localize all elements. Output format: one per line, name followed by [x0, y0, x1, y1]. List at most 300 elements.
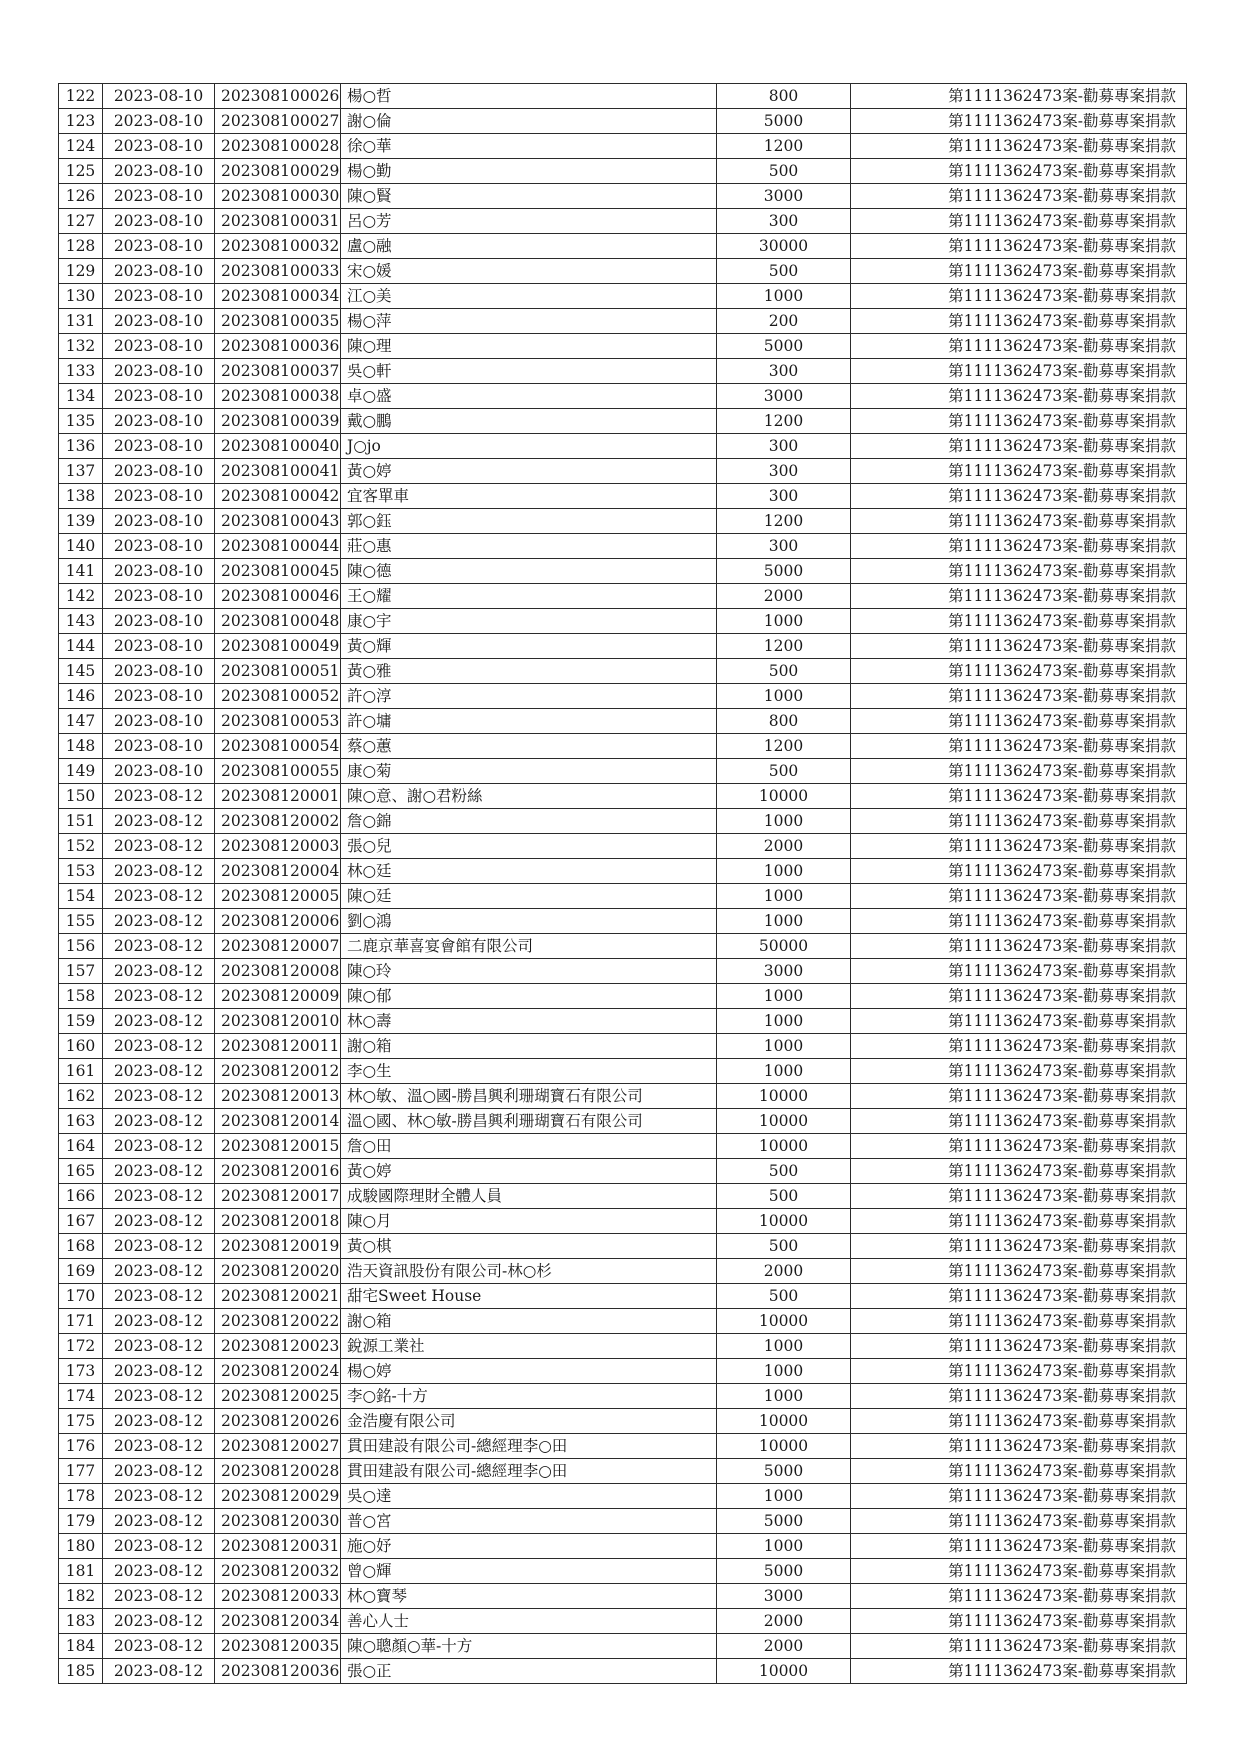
donation-table: [58, 83, 1187, 1684]
row-number-cell: 128: [59, 234, 103, 259]
purpose-cell: 第1111362473案-勸募專案捐款: [851, 1584, 1187, 1609]
table-row: [59, 759, 1187, 784]
receipt-id-cell: 202308100035: [215, 309, 341, 334]
table-row: [59, 834, 1187, 859]
table-row: [59, 1459, 1187, 1484]
amount-cell: 300: [717, 459, 851, 484]
donor-name-cell: 劉○鴻: [341, 909, 717, 934]
amount-cell: 500: [717, 259, 851, 284]
donation-date-cell: 2023-08-10: [103, 734, 215, 759]
amount-cell: 300: [717, 484, 851, 509]
donation-date-cell: 2023-08-10: [103, 459, 215, 484]
donor-name-cell: 許○淳: [341, 684, 717, 709]
row-number-cell: 130: [59, 284, 103, 309]
row-number-cell: 143: [59, 609, 103, 634]
table-row: [59, 1184, 1187, 1209]
donation-date-cell: 2023-08-12: [103, 1359, 215, 1384]
donor-name-cell: 蔡○蕙: [341, 734, 717, 759]
donor-name-cell: 陳○德: [341, 559, 717, 584]
receipt-id-cell: 202308120030: [215, 1509, 341, 1534]
purpose-cell: 第1111362473案-勸募專案捐款: [851, 1634, 1187, 1659]
table-row: [59, 109, 1187, 134]
row-number-cell: 179: [59, 1509, 103, 1534]
row-number-cell: 170: [59, 1284, 103, 1309]
receipt-id-cell: 202308100032: [215, 234, 341, 259]
receipt-id-cell: 202308120018: [215, 1209, 341, 1234]
donor-name-cell: 曾○輝: [341, 1559, 717, 1584]
table-row: [59, 1434, 1187, 1459]
donation-date-cell: 2023-08-12: [103, 884, 215, 909]
donor-name-cell: 王○耀: [341, 584, 717, 609]
amount-cell: 30000: [717, 234, 851, 259]
donor-name-cell: 康○宇: [341, 609, 717, 634]
donation-date-cell: 2023-08-10: [103, 634, 215, 659]
receipt-id-cell: 202308100031: [215, 209, 341, 234]
table-row: [59, 984, 1187, 1009]
table-row: [59, 559, 1187, 584]
table-row: [59, 209, 1187, 234]
donation-table-wrapper: [58, 83, 1186, 1684]
table-row: [59, 1084, 1187, 1109]
donor-name-cell: J○jo: [341, 434, 717, 459]
purpose-cell: 第1111362473案-勸募專案捐款: [851, 884, 1187, 909]
donor-name-cell: 楊○萍: [341, 309, 717, 334]
receipt-id-cell: 202308100043: [215, 509, 341, 534]
donor-name-cell: 盧○融: [341, 234, 717, 259]
donor-name-cell: 宜客單車: [341, 484, 717, 509]
amount-cell: 1000: [717, 909, 851, 934]
donation-date-cell: 2023-08-12: [103, 1434, 215, 1459]
row-number-cell: 141: [59, 559, 103, 584]
donation-date-cell: 2023-08-12: [103, 1609, 215, 1634]
table-row: [59, 634, 1187, 659]
row-number-cell: 123: [59, 109, 103, 134]
donation-date-cell: 2023-08-12: [103, 1459, 215, 1484]
row-number-cell: 155: [59, 909, 103, 934]
donor-name-cell: 林○寶琴: [341, 1584, 717, 1609]
table-row: [59, 934, 1187, 959]
donation-date-cell: 2023-08-12: [103, 1584, 215, 1609]
row-number-cell: 146: [59, 684, 103, 709]
row-number-cell: 169: [59, 1259, 103, 1284]
purpose-cell: 第1111362473案-勸募專案捐款: [851, 434, 1187, 459]
donor-name-cell: 李○生: [341, 1059, 717, 1084]
table-row: [59, 184, 1187, 209]
amount-cell: 1000: [717, 284, 851, 309]
receipt-id-cell: 202308120014: [215, 1109, 341, 1134]
row-number-cell: 151: [59, 809, 103, 834]
donation-date-cell: 2023-08-10: [103, 334, 215, 359]
receipt-id-cell: 202308100029: [215, 159, 341, 184]
purpose-cell: 第1111362473案-勸募專案捐款: [851, 659, 1187, 684]
purpose-cell: 第1111362473案-勸募專案捐款: [851, 1459, 1187, 1484]
row-number-cell: 154: [59, 884, 103, 909]
donor-name-cell: 二鹿京華喜宴會館有限公司: [341, 934, 717, 959]
amount-cell: 1000: [717, 884, 851, 909]
table-row: [59, 284, 1187, 309]
donor-name-cell: 甜宅Sweet House: [341, 1284, 717, 1309]
receipt-id-cell: 202308100028: [215, 134, 341, 159]
receipt-id-cell: 202308120026: [215, 1409, 341, 1434]
table-row: [59, 884, 1187, 909]
receipt-id-cell: 202308120034: [215, 1609, 341, 1634]
donor-name-cell: 莊○惠: [341, 534, 717, 559]
table-row: [59, 334, 1187, 359]
row-number-cell: 176: [59, 1434, 103, 1459]
amount-cell: 2000: [717, 1259, 851, 1284]
amount-cell: 800: [717, 709, 851, 734]
amount-cell: 1000: [717, 1484, 851, 1509]
table-row: [59, 259, 1187, 284]
amount-cell: 5000: [717, 1459, 851, 1484]
amount-cell: 1200: [717, 634, 851, 659]
purpose-cell: 第1111362473案-勸募專案捐款: [851, 834, 1187, 859]
donor-name-cell: 郭○鈺: [341, 509, 717, 534]
purpose-cell: 第1111362473案-勸募專案捐款: [851, 759, 1187, 784]
row-number-cell: 158: [59, 984, 103, 1009]
purpose-cell: 第1111362473案-勸募專案捐款: [851, 559, 1187, 584]
donor-name-cell: 黃○棋: [341, 1234, 717, 1259]
purpose-cell: 第1111362473案-勸募專案捐款: [851, 259, 1187, 284]
row-number-cell: 159: [59, 1009, 103, 1034]
donation-date-cell: 2023-08-10: [103, 559, 215, 584]
donor-name-cell: 林○敏、溫○國-勝昌興利珊瑚寶石有限公司: [341, 1084, 717, 1109]
donation-date-cell: 2023-08-12: [103, 1484, 215, 1509]
receipt-id-cell: 202308100051: [215, 659, 341, 684]
receipt-id-cell: 202308120016: [215, 1159, 341, 1184]
amount-cell: 1000: [717, 1034, 851, 1059]
table-row: [59, 1634, 1187, 1659]
purpose-cell: 第1111362473案-勸募專案捐款: [851, 359, 1187, 384]
receipt-id-cell: 202308120015: [215, 1134, 341, 1159]
donor-name-cell: 陳○玲: [341, 959, 717, 984]
purpose-cell: 第1111362473案-勸募專案捐款: [851, 1259, 1187, 1284]
purpose-cell: 第1111362473案-勸募專案捐款: [851, 509, 1187, 534]
donor-name-cell: 善心人士: [341, 1609, 717, 1634]
purpose-cell: 第1111362473案-勸募專案捐款: [851, 1234, 1187, 1259]
row-number-cell: 150: [59, 784, 103, 809]
receipt-id-cell: 202308100046: [215, 584, 341, 609]
table-row: [59, 1584, 1187, 1609]
table-row: [59, 659, 1187, 684]
purpose-cell: 第1111362473案-勸募專案捐款: [851, 584, 1187, 609]
row-number-cell: 125: [59, 159, 103, 184]
donor-name-cell: 謝○倫: [341, 109, 717, 134]
table-row: [59, 159, 1187, 184]
row-number-cell: 174: [59, 1384, 103, 1409]
purpose-cell: 第1111362473案-勸募專案捐款: [851, 459, 1187, 484]
row-number-cell: 136: [59, 434, 103, 459]
amount-cell: 5000: [717, 559, 851, 584]
purpose-cell: 第1111362473案-勸募專案捐款: [851, 109, 1187, 134]
amount-cell: 1000: [717, 609, 851, 634]
donor-name-cell: 宋○媛: [341, 259, 717, 284]
purpose-cell: 第1111362473案-勸募專案捐款: [851, 1484, 1187, 1509]
receipt-id-cell: 202308120013: [215, 1084, 341, 1109]
donation-date-cell: 2023-08-10: [103, 109, 215, 134]
row-number-cell: 175: [59, 1409, 103, 1434]
table-row: [59, 459, 1187, 484]
donation-date-cell: 2023-08-10: [103, 584, 215, 609]
donor-name-cell: 陳○郁: [341, 984, 717, 1009]
row-number-cell: 161: [59, 1059, 103, 1084]
purpose-cell: 第1111362473案-勸募專案捐款: [851, 784, 1187, 809]
table-row: [59, 584, 1187, 609]
row-number-cell: 163: [59, 1109, 103, 1134]
donation-date-cell: 2023-08-12: [103, 1059, 215, 1084]
table-row: [59, 409, 1187, 434]
row-number-cell: 142: [59, 584, 103, 609]
donor-name-cell: 吳○達: [341, 1484, 717, 1509]
donation-date-cell: 2023-08-10: [103, 284, 215, 309]
row-number-cell: 126: [59, 184, 103, 209]
purpose-cell: 第1111362473案-勸募專案捐款: [851, 1184, 1187, 1209]
row-number-cell: 172: [59, 1334, 103, 1359]
donation-date-cell: 2023-08-12: [103, 959, 215, 984]
donation-date-cell: 2023-08-12: [103, 859, 215, 884]
donor-name-cell: 李○銘-十方: [341, 1384, 717, 1409]
donation-date-cell: 2023-08-10: [103, 659, 215, 684]
receipt-id-cell: 202308100027: [215, 109, 341, 134]
receipt-id-cell: 202308120005: [215, 884, 341, 909]
row-number-cell: 147: [59, 709, 103, 734]
donor-name-cell: 戴○鵬: [341, 409, 717, 434]
row-number-cell: 181: [59, 1559, 103, 1584]
purpose-cell: 第1111362473案-勸募專案捐款: [851, 409, 1187, 434]
receipt-id-cell: 202308100053: [215, 709, 341, 734]
receipt-id-cell: 202308100055: [215, 759, 341, 784]
purpose-cell: 第1111362473案-勸募專案捐款: [851, 1284, 1187, 1309]
donor-name-cell: 成駿國際理財全體人員: [341, 1184, 717, 1209]
row-number-cell: 144: [59, 634, 103, 659]
purpose-cell: 第1111362473案-勸募專案捐款: [851, 184, 1187, 209]
purpose-cell: 第1111362473案-勸募專案捐款: [851, 234, 1187, 259]
table-row: [59, 1109, 1187, 1134]
receipt-id-cell: 202308120017: [215, 1184, 341, 1209]
donation-date-cell: 2023-08-10: [103, 234, 215, 259]
donor-name-cell: 黃○婷: [341, 1159, 717, 1184]
purpose-cell: 第1111362473案-勸募專案捐款: [851, 909, 1187, 934]
donation-date-cell: 2023-08-12: [103, 1159, 215, 1184]
receipt-id-cell: 202308100044: [215, 534, 341, 559]
donor-name-cell: 銳源工業社: [341, 1334, 717, 1359]
donation-date-cell: 2023-08-12: [103, 1109, 215, 1134]
purpose-cell: 第1111362473案-勸募專案捐款: [851, 1109, 1187, 1134]
donor-name-cell: 康○菊: [341, 759, 717, 784]
purpose-cell: 第1111362473案-勸募專案捐款: [851, 484, 1187, 509]
donation-date-cell: 2023-08-10: [103, 259, 215, 284]
table-row: [59, 1409, 1187, 1434]
table-row: [59, 1259, 1187, 1284]
amount-cell: 2000: [717, 834, 851, 859]
amount-cell: 300: [717, 534, 851, 559]
donation-date-cell: 2023-08-12: [103, 1259, 215, 1284]
amount-cell: 1000: [717, 859, 851, 884]
receipt-id-cell: 202308120031: [215, 1534, 341, 1559]
receipt-id-cell: 202308100039: [215, 409, 341, 434]
amount-cell: 10000: [717, 1434, 851, 1459]
donor-name-cell: 陳○月: [341, 1209, 717, 1234]
purpose-cell: 第1111362473案-勸募專案捐款: [851, 1534, 1187, 1559]
amount-cell: 1000: [717, 1359, 851, 1384]
receipt-id-cell: 202308100037: [215, 359, 341, 384]
receipt-id-cell: 202308100049: [215, 634, 341, 659]
donor-name-cell: 林○壽: [341, 1009, 717, 1034]
table-row: [59, 1209, 1187, 1234]
receipt-id-cell: 202308120027: [215, 1434, 341, 1459]
row-number-cell: 185: [59, 1659, 103, 1684]
donor-name-cell: 陳○理: [341, 334, 717, 359]
amount-cell: 1200: [717, 734, 851, 759]
purpose-cell: 第1111362473案-勸募專案捐款: [851, 859, 1187, 884]
row-number-cell: 134: [59, 384, 103, 409]
purpose-cell: 第1111362473案-勸募專案捐款: [851, 1659, 1187, 1684]
row-number-cell: 162: [59, 1084, 103, 1109]
table-row: [59, 609, 1187, 634]
amount-cell: 5000: [717, 109, 851, 134]
row-number-cell: 139: [59, 509, 103, 534]
table-row: [59, 234, 1187, 259]
purpose-cell: 第1111362473案-勸募專案捐款: [851, 1209, 1187, 1234]
amount-cell: 300: [717, 209, 851, 234]
purpose-cell: 第1111362473案-勸募專案捐款: [851, 684, 1187, 709]
table-row: [59, 1034, 1187, 1059]
donation-date-cell: 2023-08-12: [103, 1509, 215, 1534]
amount-cell: 10000: [717, 1409, 851, 1434]
purpose-cell: 第1111362473案-勸募專案捐款: [851, 1059, 1187, 1084]
amount-cell: 10000: [717, 1209, 851, 1234]
amount-cell: 50000: [717, 934, 851, 959]
receipt-id-cell: 202308120011: [215, 1034, 341, 1059]
purpose-cell: 第1111362473案-勸募專案捐款: [851, 309, 1187, 334]
receipt-id-cell: 202308120033: [215, 1584, 341, 1609]
donor-name-cell: 貫田建設有限公司-總經理李○田: [341, 1434, 717, 1459]
table-row: [59, 859, 1187, 884]
receipt-id-cell: 202308100048: [215, 609, 341, 634]
donation-date-cell: 2023-08-12: [103, 1134, 215, 1159]
table-row: [59, 1059, 1187, 1084]
donation-date-cell: 2023-08-10: [103, 409, 215, 434]
amount-cell: 3000: [717, 184, 851, 209]
receipt-id-cell: 202308120004: [215, 859, 341, 884]
purpose-cell: 第1111362473案-勸募專案捐款: [851, 84, 1187, 109]
donation-date-cell: 2023-08-10: [103, 359, 215, 384]
table-row: [59, 1559, 1187, 1584]
amount-cell: 10000: [717, 1659, 851, 1684]
purpose-cell: 第1111362473案-勸募專案捐款: [851, 609, 1187, 634]
receipt-id-cell: 202308100030: [215, 184, 341, 209]
donation-date-cell: 2023-08-10: [103, 134, 215, 159]
row-number-cell: 124: [59, 134, 103, 159]
donation-date-cell: 2023-08-10: [103, 709, 215, 734]
donation-date-cell: 2023-08-10: [103, 209, 215, 234]
row-number-cell: 164: [59, 1134, 103, 1159]
amount-cell: 2000: [717, 1634, 851, 1659]
amount-cell: 10000: [717, 1309, 851, 1334]
receipt-id-cell: 202308120003: [215, 834, 341, 859]
row-number-cell: 171: [59, 1309, 103, 1334]
amount-cell: 5000: [717, 1509, 851, 1534]
row-number-cell: 180: [59, 1534, 103, 1559]
table-row: [59, 1659, 1187, 1684]
row-number-cell: 153: [59, 859, 103, 884]
donation-date-cell: 2023-08-10: [103, 684, 215, 709]
donor-name-cell: 陳○廷: [341, 884, 717, 909]
amount-cell: 10000: [717, 784, 851, 809]
row-number-cell: 156: [59, 934, 103, 959]
receipt-id-cell: 202308100033: [215, 259, 341, 284]
donor-name-cell: 謝○箱: [341, 1034, 717, 1059]
table-row: [59, 1609, 1187, 1634]
receipt-id-cell: 202308120022: [215, 1309, 341, 1334]
donation-date-cell: 2023-08-10: [103, 384, 215, 409]
receipt-id-cell: 202308120035: [215, 1634, 341, 1659]
donor-name-cell: 許○墉: [341, 709, 717, 734]
row-number-cell: 140: [59, 534, 103, 559]
donation-date-cell: 2023-08-12: [103, 1284, 215, 1309]
table-row: [59, 134, 1187, 159]
purpose-cell: 第1111362473案-勸募專案捐款: [851, 209, 1187, 234]
row-number-cell: 152: [59, 834, 103, 859]
purpose-cell: 第1111362473案-勸募專案捐款: [851, 1084, 1187, 1109]
purpose-cell: 第1111362473案-勸募專案捐款: [851, 1609, 1187, 1634]
purpose-cell: 第1111362473案-勸募專案捐款: [851, 634, 1187, 659]
amount-cell: 1000: [717, 1534, 851, 1559]
donation-date-cell: 2023-08-12: [103, 1384, 215, 1409]
receipt-id-cell: 202308100042: [215, 484, 341, 509]
receipt-id-cell: 202308120025: [215, 1384, 341, 1409]
receipt-id-cell: 202308100026: [215, 84, 341, 109]
donor-name-cell: 貫田建設有限公司-總經理李○田: [341, 1459, 717, 1484]
purpose-cell: 第1111362473案-勸募專案捐款: [851, 1384, 1187, 1409]
row-number-cell: 165: [59, 1159, 103, 1184]
amount-cell: 10000: [717, 1084, 851, 1109]
donor-name-cell: 江○美: [341, 284, 717, 309]
row-number-cell: 133: [59, 359, 103, 384]
table-row: [59, 1134, 1187, 1159]
row-number-cell: 138: [59, 484, 103, 509]
row-number-cell: 132: [59, 334, 103, 359]
donation-date-cell: 2023-08-12: [103, 784, 215, 809]
amount-cell: 2000: [717, 1609, 851, 1634]
purpose-cell: 第1111362473案-勸募專案捐款: [851, 1159, 1187, 1184]
donor-name-cell: 黃○輝: [341, 634, 717, 659]
amount-cell: 500: [717, 659, 851, 684]
amount-cell: 800: [717, 84, 851, 109]
donor-name-cell: 陳○賢: [341, 184, 717, 209]
donation-date-cell: 2023-08-12: [103, 1309, 215, 1334]
row-number-cell: 182: [59, 1584, 103, 1609]
table-row: [59, 1009, 1187, 1034]
purpose-cell: 第1111362473案-勸募專案捐款: [851, 809, 1187, 834]
donor-name-cell: 林○廷: [341, 859, 717, 884]
amount-cell: 3000: [717, 1584, 851, 1609]
row-number-cell: 178: [59, 1484, 103, 1509]
receipt-id-cell: 202308100036: [215, 334, 341, 359]
purpose-cell: 第1111362473案-勸募專案捐款: [851, 734, 1187, 759]
donation-date-cell: 2023-08-10: [103, 484, 215, 509]
table-row: [59, 909, 1187, 934]
row-number-cell: 177: [59, 1459, 103, 1484]
receipt-id-cell: 202308120036: [215, 1659, 341, 1684]
receipt-id-cell: 202308120010: [215, 1009, 341, 1034]
receipt-id-cell: 202308120007: [215, 934, 341, 959]
receipt-id-cell: 202308120008: [215, 959, 341, 984]
receipt-id-cell: 202308100034: [215, 284, 341, 309]
row-number-cell: 184: [59, 1634, 103, 1659]
donor-name-cell: 楊○婷: [341, 1359, 717, 1384]
receipt-id-cell: 202308120012: [215, 1059, 341, 1084]
